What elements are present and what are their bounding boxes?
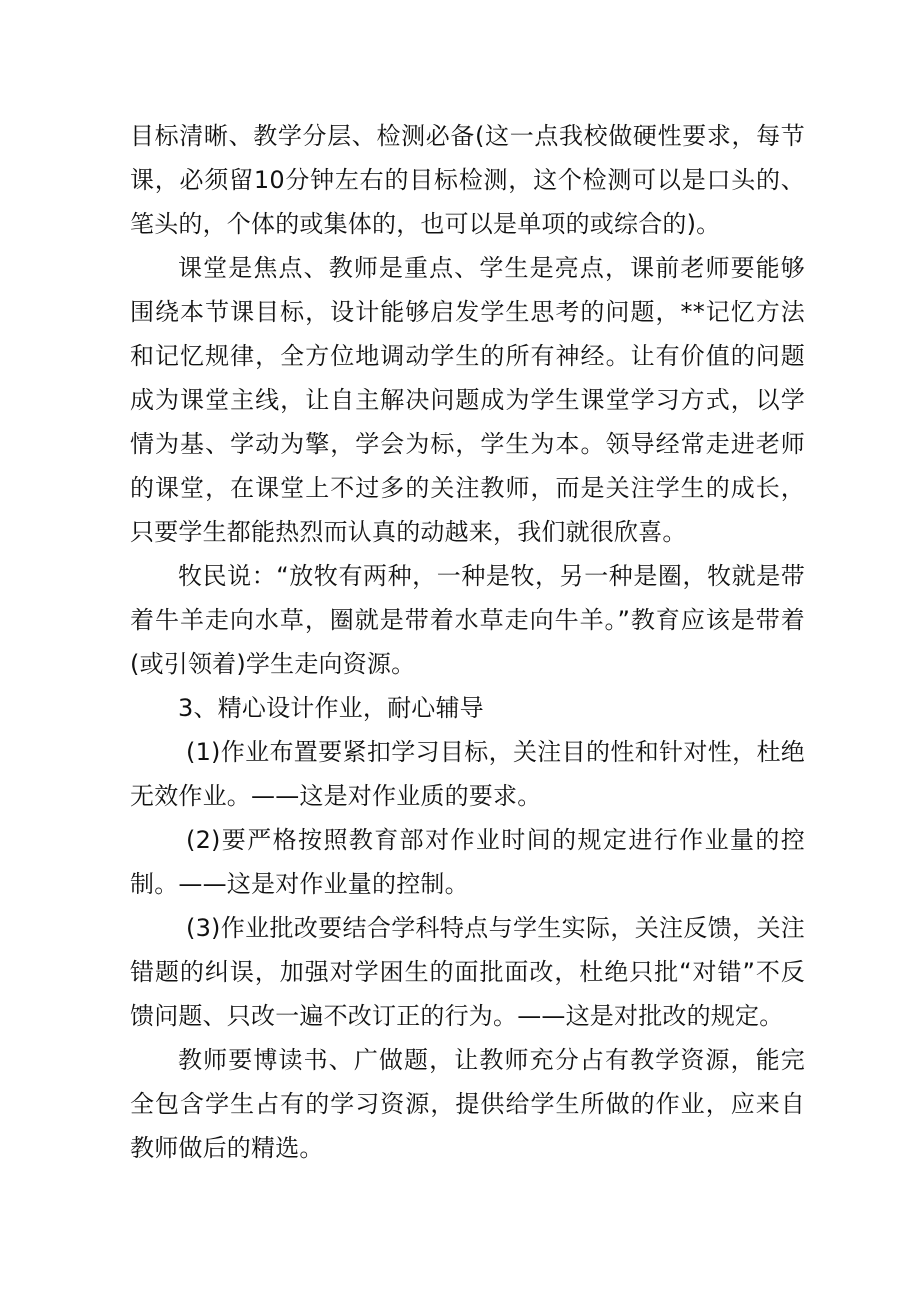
- document-body: [130, 114, 805, 1170]
- paragraph-classroom-focus: 课堂是焦点、教师是重点、学生是亮点，课前老师要能够围绕本节课目标，设计能够启发学生思考的问题，**记忆方法和记忆规律，全方位地调动学生的所有神经。让有价值的问题成为课堂主线，让自主解决问题成为学生课堂学习方式，以学情为基、学动为擎，学会为标，学生为本。领导经常走进老师的课堂，在课堂上不过多的关注教师，而是关注学生的成长，只要学生都能热烈而认真的动越来，我们就很欣喜。: [130, 254, 805, 546]
- paragraph-goal-check: 目标清晰、教学分层、检测必备(这一点我校做硬性要求，每节课，必须留10分钟左右的目标检测，这个检测可以是口头的、笔头的，个体的或集体的，也可以是单项的或综合的)。: [130, 122, 805, 238]
- list-item-homework-1: (1)作业布置要紧扣学习目标，关注目的性和针对性，杜绝无效作业。——这是对作业质的要求。: [130, 738, 805, 810]
- section-heading-homework: 3、精心设计作业，耐心辅导: [178, 694, 484, 722]
- paragraph-teacher-reading: 教师要博读书、广做题，让教师充分占有教学资源，能完全包含学生占有的学习资源，提供给学生所做的作业，应来自教师做后的精选。: [130, 1046, 805, 1162]
- list-item-homework-3: (3)作业批改要结合学科特点与学生实际，关注反馈，关注错题的纠误，加强对学困生的面批面改，杜绝只批“对错”不反馈问题、只改一遍不改订正的行为。——这是对批改的规定。: [130, 914, 805, 1030]
- paragraph-herdsman-quote: 牧民说：“放牧有两种，一种是牧，另一种是圈，牧就是带着牛羊走向水草，圈就是带着水草走向牛羊。”教育应该是带着(或引领着)学生走向资源。: [130, 562, 805, 678]
- list-item-homework-2: (2)要严格按照教育部对作业时间的规定进行作业量的控制。——这是对作业量的控制。: [130, 826, 805, 898]
